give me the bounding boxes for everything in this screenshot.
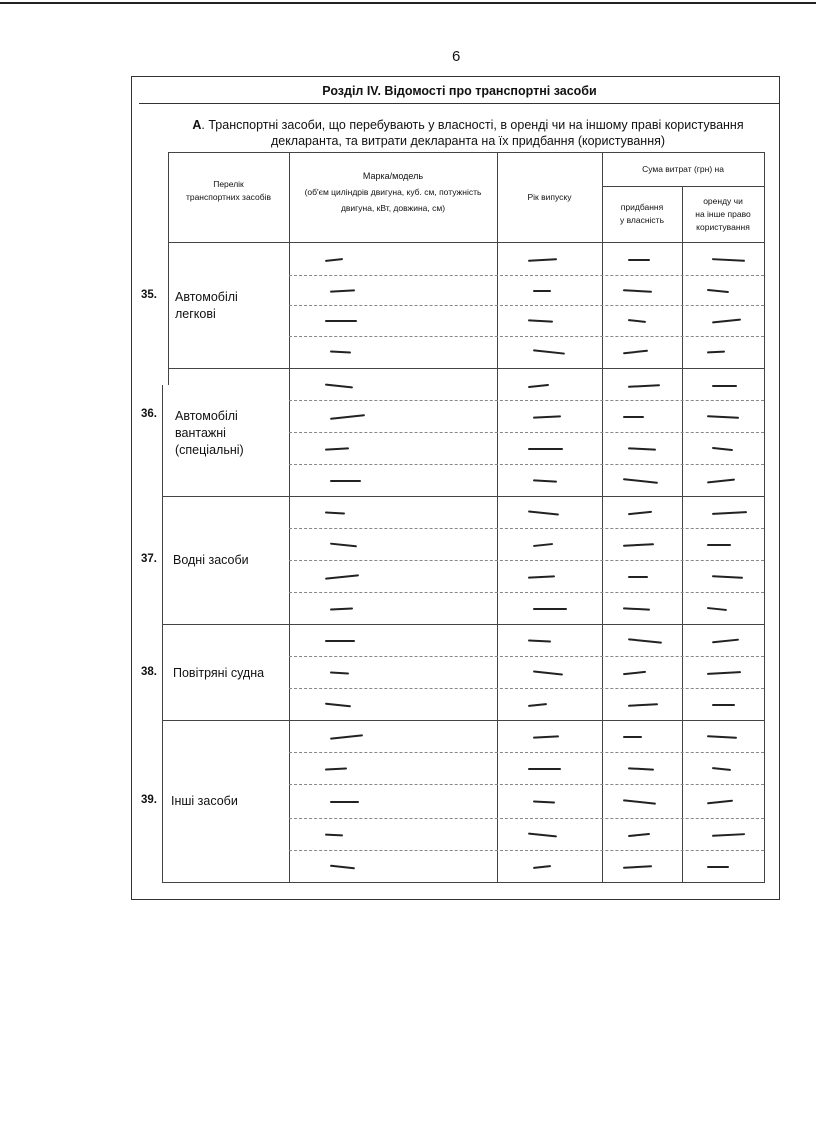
subrow-line <box>289 688 764 689</box>
header-sum: Сума витрат (грн) на <box>642 163 724 174</box>
row-label-37: Водні засоби <box>173 553 249 567</box>
handwritten-dash <box>623 736 642 738</box>
row-number-35: 35. <box>141 289 157 301</box>
row-label-36 <box>175 408 244 459</box>
col-border-rent <box>682 186 683 883</box>
header-vehicle-list-line2: транспортних засобів <box>185 192 272 202</box>
header-rent <box>682 188 764 240</box>
handwritten-dash <box>325 320 357 322</box>
row-number-36: 36. <box>141 408 157 420</box>
header-rent-line3: користування <box>696 221 750 232</box>
header-rent-line2: на інше право <box>695 208 751 219</box>
handwritten-dash <box>528 448 563 450</box>
subtitle-prefix: А <box>192 118 202 132</box>
row-label-35-line2: легкові <box>175 307 216 321</box>
row-label-39: Інші засоби <box>171 794 238 808</box>
header-vehicle-list-line1: Перелік <box>213 179 244 189</box>
header-purchase <box>602 190 682 238</box>
handwritten-dash <box>330 480 361 482</box>
group-border-35 <box>168 368 764 369</box>
sum-header-divider <box>602 186 764 187</box>
col-border-year <box>497 152 498 883</box>
row-label-38: Повітряні судна <box>173 666 265 680</box>
group-border-37 <box>162 624 764 625</box>
top-border-line <box>0 2 816 4</box>
col-border-purchase <box>602 152 603 883</box>
subrow-line <box>289 752 764 753</box>
row-number-37: 37. <box>141 553 157 565</box>
page-number: 6 <box>452 48 461 65</box>
section-title: Розділ IV. Відомості про транспортні засоби <box>139 78 780 104</box>
header-bottom-border <box>168 242 764 243</box>
row-label-35 <box>175 289 238 323</box>
handwritten-dash <box>528 768 561 770</box>
subrow-line <box>289 818 764 819</box>
row-number-38: 38. <box>141 666 157 678</box>
header-model-line2: (об'єм циліндрів двигуна, куб. см, потужність <box>304 186 482 197</box>
handwritten-dash <box>712 704 735 706</box>
subrow-line <box>289 592 764 593</box>
col-border-model <box>289 152 290 883</box>
row-number-39: 39. <box>141 794 157 806</box>
handwritten-dash <box>707 544 731 546</box>
handwritten-dash <box>533 290 551 292</box>
subrow-line <box>289 275 764 276</box>
header-year: Рік випуску <box>527 191 572 202</box>
header-model <box>289 162 497 222</box>
handwritten-dash <box>707 866 729 868</box>
handwritten-dash <box>325 640 355 642</box>
handwritten-dash <box>628 259 650 261</box>
col-border-left-lower <box>162 385 163 883</box>
subrow-line <box>289 656 764 657</box>
subrow-line <box>289 432 764 433</box>
subrow-line <box>289 305 764 306</box>
group-border-36 <box>162 496 764 497</box>
group-border-38 <box>162 720 764 721</box>
row-label-35-line1: Автомобілі <box>175 290 238 304</box>
subrow-line <box>289 400 764 401</box>
header-vehicle-list <box>168 166 289 216</box>
subrow-line <box>289 464 764 465</box>
subrow-line <box>289 784 764 785</box>
row-label-36-line1: Автомобілі <box>175 409 238 423</box>
table-bottom-border <box>162 882 764 883</box>
subrow-line <box>289 850 764 851</box>
handwritten-dash <box>623 416 644 418</box>
header-rent-line1: оренду чи <box>703 195 743 206</box>
handwritten-dash <box>533 608 567 610</box>
row-label-36-line3: (спеціальні) <box>175 443 244 457</box>
handwritten-dash <box>712 385 737 387</box>
col-border-right <box>764 152 765 883</box>
subtitle-line1: . Транспортні засоби, що перебувають у власності, в оренді чи на іншому праві користування <box>201 118 744 132</box>
subrow-line <box>289 560 764 561</box>
subrow-line <box>289 528 764 529</box>
header-model-line3: двигуна, кВт, довжина, см) <box>340 202 446 213</box>
handwritten-dash <box>330 801 359 803</box>
subrow-line <box>289 336 764 337</box>
handwritten-dash <box>628 576 648 578</box>
section-subtitle <box>170 117 766 149</box>
row-label-36-line2: вантажні <box>175 426 226 440</box>
header-purchase-line2: у власність <box>619 215 665 225</box>
header-model-line1: Марка/модель <box>362 170 424 181</box>
header-purchase-line1: придбання <box>620 202 664 212</box>
subtitle-line2: декларанта, та витрати декларанта на їх придбання (користування) <box>270 134 666 148</box>
